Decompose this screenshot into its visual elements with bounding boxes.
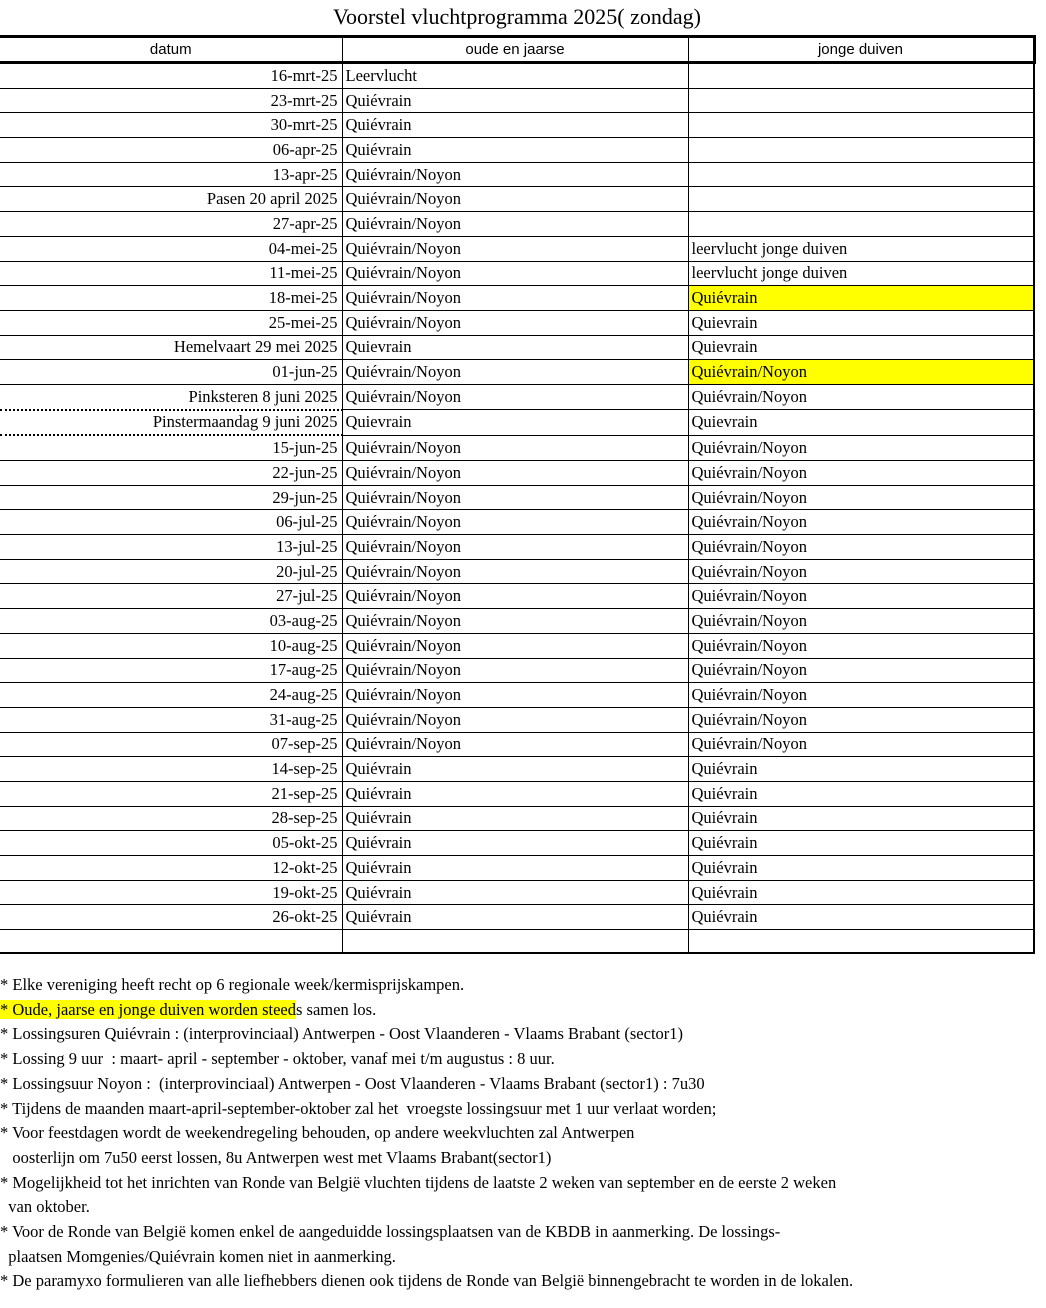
date-cell: 29-jun-25 xyxy=(0,485,342,510)
jonge-duiven-cell xyxy=(688,162,1034,187)
note-line xyxy=(0,998,1046,1023)
jonge-duiven-cell: Quiévrain/Noyon xyxy=(688,609,1034,634)
table-row xyxy=(0,510,1034,535)
jonge-duiven-cell: Quiévrain/Noyon xyxy=(688,435,1034,460)
oude-en-jaarse-cell: Quiévrain xyxy=(342,856,688,881)
oude-en-jaarse-cell: Quiévrain/Noyon xyxy=(342,658,688,683)
oude-en-jaarse-cell: Quiévrain/Noyon xyxy=(342,485,688,510)
jonge-duiven-cell: Quiévrain/Noyon xyxy=(688,360,1034,385)
date-cell: 05-okt-25 xyxy=(0,831,342,856)
oude-en-jaarse-cell: Quievrain xyxy=(342,335,688,360)
jonge-duiven-cell xyxy=(688,212,1034,237)
jonge-duiven-cell xyxy=(688,187,1034,212)
jonge-duiven-cell: Quiévrain/Noyon xyxy=(688,633,1034,658)
schedule-body xyxy=(0,63,1034,954)
jonge-duiven-cell: leervlucht jonge duiven xyxy=(688,261,1034,286)
empty-cell xyxy=(0,930,342,954)
table-row xyxy=(0,757,1034,782)
table-row xyxy=(0,187,1034,212)
table-row xyxy=(0,732,1034,757)
date-cell: 28-sep-25 xyxy=(0,806,342,831)
note-line: oosterlijn om 7u50 eerst lossen, 8u Antwerpen west met Vlaams Brabant(sector1) xyxy=(0,1147,552,1167)
oude-en-jaarse-cell: Quiévrain/Noyon xyxy=(342,212,688,237)
oude-en-jaarse-cell: Quiévrain/Noyon xyxy=(342,461,688,486)
jonge-duiven-cell: Quiévrain xyxy=(688,856,1034,881)
table-row xyxy=(0,856,1034,881)
oude-en-jaarse-cell: Quiévrain/Noyon xyxy=(342,683,688,708)
jonge-duiven-cell xyxy=(688,113,1034,138)
oude-en-jaarse-cell: Quiévrain xyxy=(342,781,688,806)
date-cell: 14-sep-25 xyxy=(0,757,342,782)
oude-en-jaarse-cell: Quiévrain/Noyon xyxy=(342,162,688,187)
date-cell: 17-aug-25 xyxy=(0,658,342,683)
note-text: s samen los. xyxy=(296,999,377,1019)
jonge-duiven-cell: Quiévrain/Noyon xyxy=(688,683,1034,708)
note-line: * Voor feestdagen wordt de weekendregeling behouden, op andere weekvluchten zal Antwerpen xyxy=(0,1123,635,1143)
table-row xyxy=(0,212,1034,237)
jonge-duiven-cell: Quiévrain/Noyon xyxy=(688,559,1034,584)
oude-en-jaarse-cell: Quiévrain/Noyon xyxy=(342,559,688,584)
header-datum: datum xyxy=(0,37,342,63)
jonge-duiven-cell: Quiévrain xyxy=(688,880,1034,905)
highlighted-note-text: * Oude, jaarse en jonge duiven worden steed xyxy=(0,999,296,1019)
date-cell: 24-aug-25 xyxy=(0,683,342,708)
table-row xyxy=(0,286,1034,311)
table-row xyxy=(0,162,1034,187)
date-cell: 20-jul-25 xyxy=(0,559,342,584)
oude-en-jaarse-cell: Quiévrain xyxy=(342,880,688,905)
date-cell: 27-jul-25 xyxy=(0,584,342,609)
table-row xyxy=(0,535,1034,560)
jonge-duiven-cell: leervlucht jonge duiven xyxy=(688,236,1034,261)
table-row xyxy=(0,559,1034,584)
oude-en-jaarse-cell: Quievrain xyxy=(342,410,688,436)
header-oude-en-jaarse: oude en jaarse xyxy=(342,37,688,63)
jonge-duiven-cell: Quiévrain/Noyon xyxy=(688,461,1034,486)
jonge-duiven-cell: Quiévrain xyxy=(688,905,1034,930)
empty-row xyxy=(0,930,1034,954)
table-row xyxy=(0,905,1034,930)
empty-cell xyxy=(688,930,1034,954)
oude-en-jaarse-cell: Leervlucht xyxy=(342,63,688,89)
oude-en-jaarse-cell: Quiévrain/Noyon xyxy=(342,435,688,460)
jonge-duiven-cell: Quiévrain/Noyon xyxy=(688,707,1034,732)
note-line: van oktober. xyxy=(0,1197,90,1217)
table-row xyxy=(0,781,1034,806)
empty-cell xyxy=(342,930,688,954)
table-row xyxy=(0,806,1034,831)
table-row xyxy=(0,485,1034,510)
date-cell: 18-mei-25 xyxy=(0,286,342,311)
note-line: * De paramyxo formulieren van alle liefhebbers dienen ook tijdens de Ronde van België binnengebracht te worden in de lokalen. xyxy=(0,1271,854,1291)
date-cell: 22-jun-25 xyxy=(0,461,342,486)
note-line: * Lossingsuren Quiévrain : (interprovinciaal) Antwerpen - Oost Vlaanderen - Vlaams Brabant (sector1) xyxy=(0,1024,684,1044)
oude-en-jaarse-cell: Quiévrain/Noyon xyxy=(342,384,688,409)
date-cell: 15-jun-25 xyxy=(0,435,342,460)
oude-en-jaarse-cell: Quiévrain xyxy=(342,113,688,138)
date-cell: Pasen 20 april 2025 xyxy=(0,187,342,212)
table-row xyxy=(0,236,1034,261)
oude-en-jaarse-cell: Quiévrain/Noyon xyxy=(342,732,688,757)
table-row xyxy=(0,138,1034,163)
date-cell: 19-okt-25 xyxy=(0,880,342,905)
table-row xyxy=(0,113,1034,138)
oude-en-jaarse-cell: Quiévrain xyxy=(342,806,688,831)
oude-en-jaarse-cell: Quiévrain xyxy=(342,88,688,113)
oude-en-jaarse-cell: Quiévrain/Noyon xyxy=(342,360,688,385)
date-cell: 23-mrt-25 xyxy=(0,88,342,113)
table-row xyxy=(0,410,1034,436)
oude-en-jaarse-cell: Quiévrain/Noyon xyxy=(342,510,688,535)
oude-en-jaarse-cell: Quiévrain/Noyon xyxy=(342,187,688,212)
jonge-duiven-cell: Quiévrain xyxy=(688,806,1034,831)
jonge-duiven-cell: Quiévrain xyxy=(688,831,1034,856)
oude-en-jaarse-cell: Quiévrain/Noyon xyxy=(342,236,688,261)
note-line: plaatsen Momgenies/Quiévrain komen niet in aanmerking. xyxy=(0,1246,396,1266)
date-cell: 12-okt-25 xyxy=(0,856,342,881)
jonge-duiven-cell: Quiévrain/Noyon xyxy=(688,658,1034,683)
oude-en-jaarse-cell: Quiévrain xyxy=(342,757,688,782)
oude-en-jaarse-cell: Quiévrain/Noyon xyxy=(342,535,688,560)
date-cell: 25-mei-25 xyxy=(0,310,342,335)
table-row xyxy=(0,707,1034,732)
table-row xyxy=(0,360,1034,385)
table-row xyxy=(0,658,1034,683)
date-cell: 04-mei-25 xyxy=(0,236,342,261)
table-row xyxy=(0,584,1034,609)
date-cell: Pinstermaandag 9 juni 2025 xyxy=(0,410,342,436)
oude-en-jaarse-cell: Quiévrain/Noyon xyxy=(342,609,688,634)
note-line: * Lossingsuur Noyon : (interprovinciaal) Antwerpen - Oost Vlaanderen - Vlaams Brabant (sector1) : 7u30 xyxy=(0,1073,705,1093)
table-row xyxy=(0,63,1034,89)
jonge-duiven-cell: Quiévrain xyxy=(688,757,1034,782)
jonge-duiven-cell: Quiévrain/Noyon xyxy=(688,535,1034,560)
oude-en-jaarse-cell: Quiévrain xyxy=(342,138,688,163)
oude-en-jaarse-cell: Quiévrain/Noyon xyxy=(342,310,688,335)
note-line: * Tijdens de maanden maart-april-september-oktober zal het vroegste lossingsuur met 1 uur verlaat worden; xyxy=(0,1098,717,1118)
date-cell: Hemelvaart 29 mei 2025 xyxy=(0,335,342,360)
date-cell: 16-mrt-25 xyxy=(0,63,342,89)
date-cell: 21-sep-25 xyxy=(0,781,342,806)
table-row xyxy=(0,261,1034,286)
jonge-duiven-cell xyxy=(688,63,1034,89)
note-line: * Elke vereniging heeft recht op 6 regionale week/kermisprijskampen. xyxy=(0,975,465,994)
date-cell: 01-jun-25 xyxy=(0,360,342,385)
date-cell: 10-aug-25 xyxy=(0,633,342,658)
oude-en-jaarse-cell: Quiévrain xyxy=(342,905,688,930)
table-row xyxy=(0,335,1034,360)
date-cell: 06-apr-25 xyxy=(0,138,342,163)
table-row xyxy=(0,461,1034,486)
jonge-duiven-cell: Quiévrain xyxy=(688,781,1034,806)
header-jonge-duiven: jonge duiven xyxy=(688,37,1034,63)
notes-section xyxy=(0,973,1046,1294)
header-row xyxy=(0,37,1034,63)
jonge-duiven-cell: Quievrain xyxy=(688,410,1034,436)
date-cell: 13-apr-25 xyxy=(0,162,342,187)
table-row xyxy=(0,88,1034,113)
jonge-duiven-cell: Quievrain xyxy=(688,335,1034,360)
oude-en-jaarse-cell: Quiévrain/Noyon xyxy=(342,633,688,658)
date-cell: 26-okt-25 xyxy=(0,905,342,930)
date-cell: 07-sep-25 xyxy=(0,732,342,757)
oude-en-jaarse-cell: Quiévrain/Noyon xyxy=(342,707,688,732)
page-title: Voorstel vluchtprogramma 2025( zondag) xyxy=(332,4,701,29)
note-line: * Lossing 9 uur : maart- april - september - oktober, vanaf mei t/m augustus : 8 uur. xyxy=(0,1049,555,1069)
oude-en-jaarse-cell: Quiévrain xyxy=(342,831,688,856)
table-row xyxy=(0,310,1034,335)
date-cell: 31-aug-25 xyxy=(0,707,342,732)
date-cell: 13-jul-25 xyxy=(0,535,342,560)
oude-en-jaarse-cell: Quiévrain/Noyon xyxy=(342,584,688,609)
date-cell: 03-aug-25 xyxy=(0,609,342,634)
jonge-duiven-cell: Quiévrain/Noyon xyxy=(688,732,1034,757)
note-line: * Voor de Ronde van België komen enkel de aangeduidde lossingsplaatsen van de KBDB in aanmerking. De lossings- xyxy=(0,1222,781,1242)
jonge-duiven-cell: Quievrain xyxy=(688,310,1034,335)
date-cell: 30-mrt-25 xyxy=(0,113,342,138)
table-row xyxy=(0,683,1034,708)
date-cell: 27-apr-25 xyxy=(0,212,342,237)
date-cell: 11-mei-25 xyxy=(0,261,342,286)
table-row xyxy=(0,880,1034,905)
jonge-duiven-cell: Quiévrain/Noyon xyxy=(688,584,1034,609)
jonge-duiven-cell xyxy=(688,138,1034,163)
oude-en-jaarse-cell: Quiévrain/Noyon xyxy=(342,286,688,311)
jonge-duiven-cell: Quiévrain xyxy=(688,286,1034,311)
table-row xyxy=(0,384,1034,409)
schedule-table xyxy=(0,35,1036,954)
table-row xyxy=(0,609,1034,634)
table-row xyxy=(0,435,1034,460)
jonge-duiven-cell: Quiévrain/Noyon xyxy=(688,384,1034,409)
date-cell: Pinksteren 8 juni 2025 xyxy=(0,384,342,409)
table-row xyxy=(0,831,1034,856)
jonge-duiven-cell xyxy=(688,88,1034,113)
table-row xyxy=(0,633,1034,658)
date-cell: 06-jul-25 xyxy=(0,510,342,535)
jonge-duiven-cell: Quiévrain/Noyon xyxy=(688,510,1034,535)
jonge-duiven-cell: Quiévrain/Noyon xyxy=(688,485,1034,510)
note-line: * Mogelijkheid tot het inrichten van Ronde van België vluchten tijdens de laatste 2 weken van september en de eerste 2 weken xyxy=(0,1172,837,1192)
oude-en-jaarse-cell: Quiévrain/Noyon xyxy=(342,261,688,286)
